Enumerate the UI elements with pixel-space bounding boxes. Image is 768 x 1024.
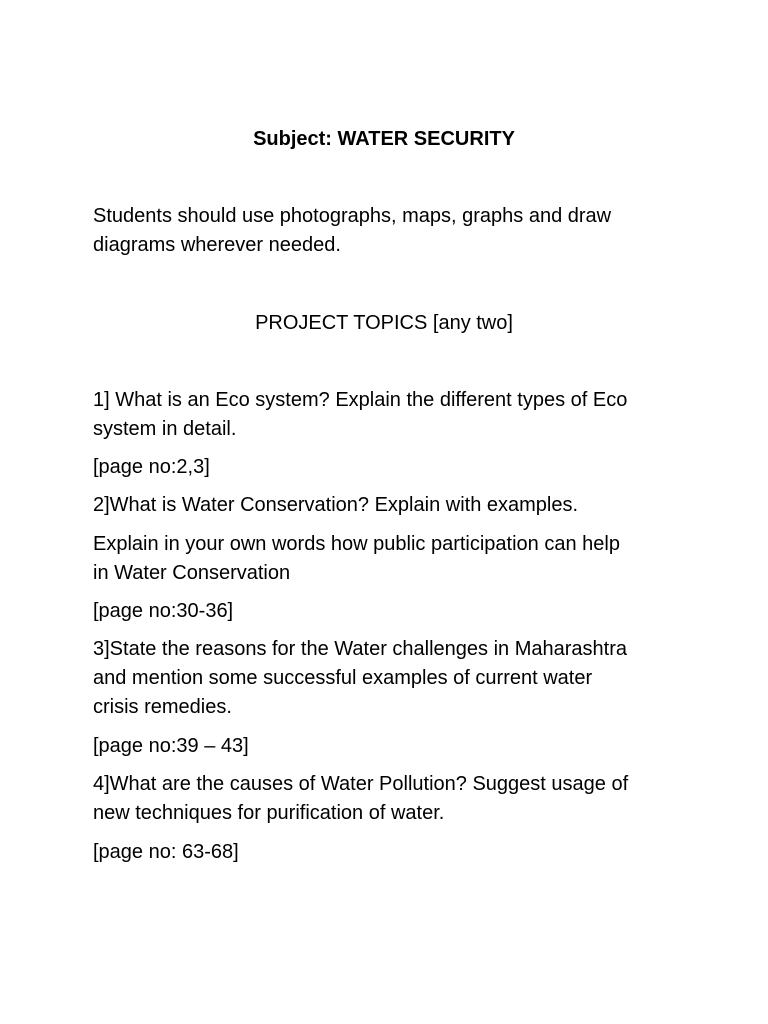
topic-4-pages: [page no: 63-68] [93,841,239,863]
topic-1-line-1: 1] What is an Eco system? Explain the different types of Eco [93,389,628,411]
intro-line-1: Students should use photographs, maps, graphs and draw [93,205,612,227]
section-heading: PROJECT TOPICS [any two] [255,312,513,334]
topic-3-pages: [page no:39 – 43] [93,735,249,757]
topic-3-line-3: crisis remedies. [93,696,232,718]
topic-1-pages: [page no:2,3] [93,456,210,478]
topic-2-extra-line-1: Explain in your own words how public participation can help [93,533,620,555]
topic-3-line-1: 3]State the reasons for the Water challenges in Maharashtra [93,638,627,660]
topic-4-line-1: 4]What are the causes of Water Pollution? Suggest usage of [93,773,629,795]
topic-2-pages: [page no:30-36] [93,600,234,622]
topic-4-line-2: new techniques for purification of water. [93,802,445,824]
topic-2-line-1: 2]What is Water Conservation? Explain with examples. [93,494,579,516]
topic-1-line-2: system in detail. [93,418,237,440]
document-title: Subject: WATER SECURITY [253,128,515,150]
topic-2-extra-line-2: in Water Conservation [93,562,291,584]
topic-3-line-2: and mention some successful examples of current water [93,667,593,689]
intro-line-2: diagrams wherever needed. [93,234,341,256]
